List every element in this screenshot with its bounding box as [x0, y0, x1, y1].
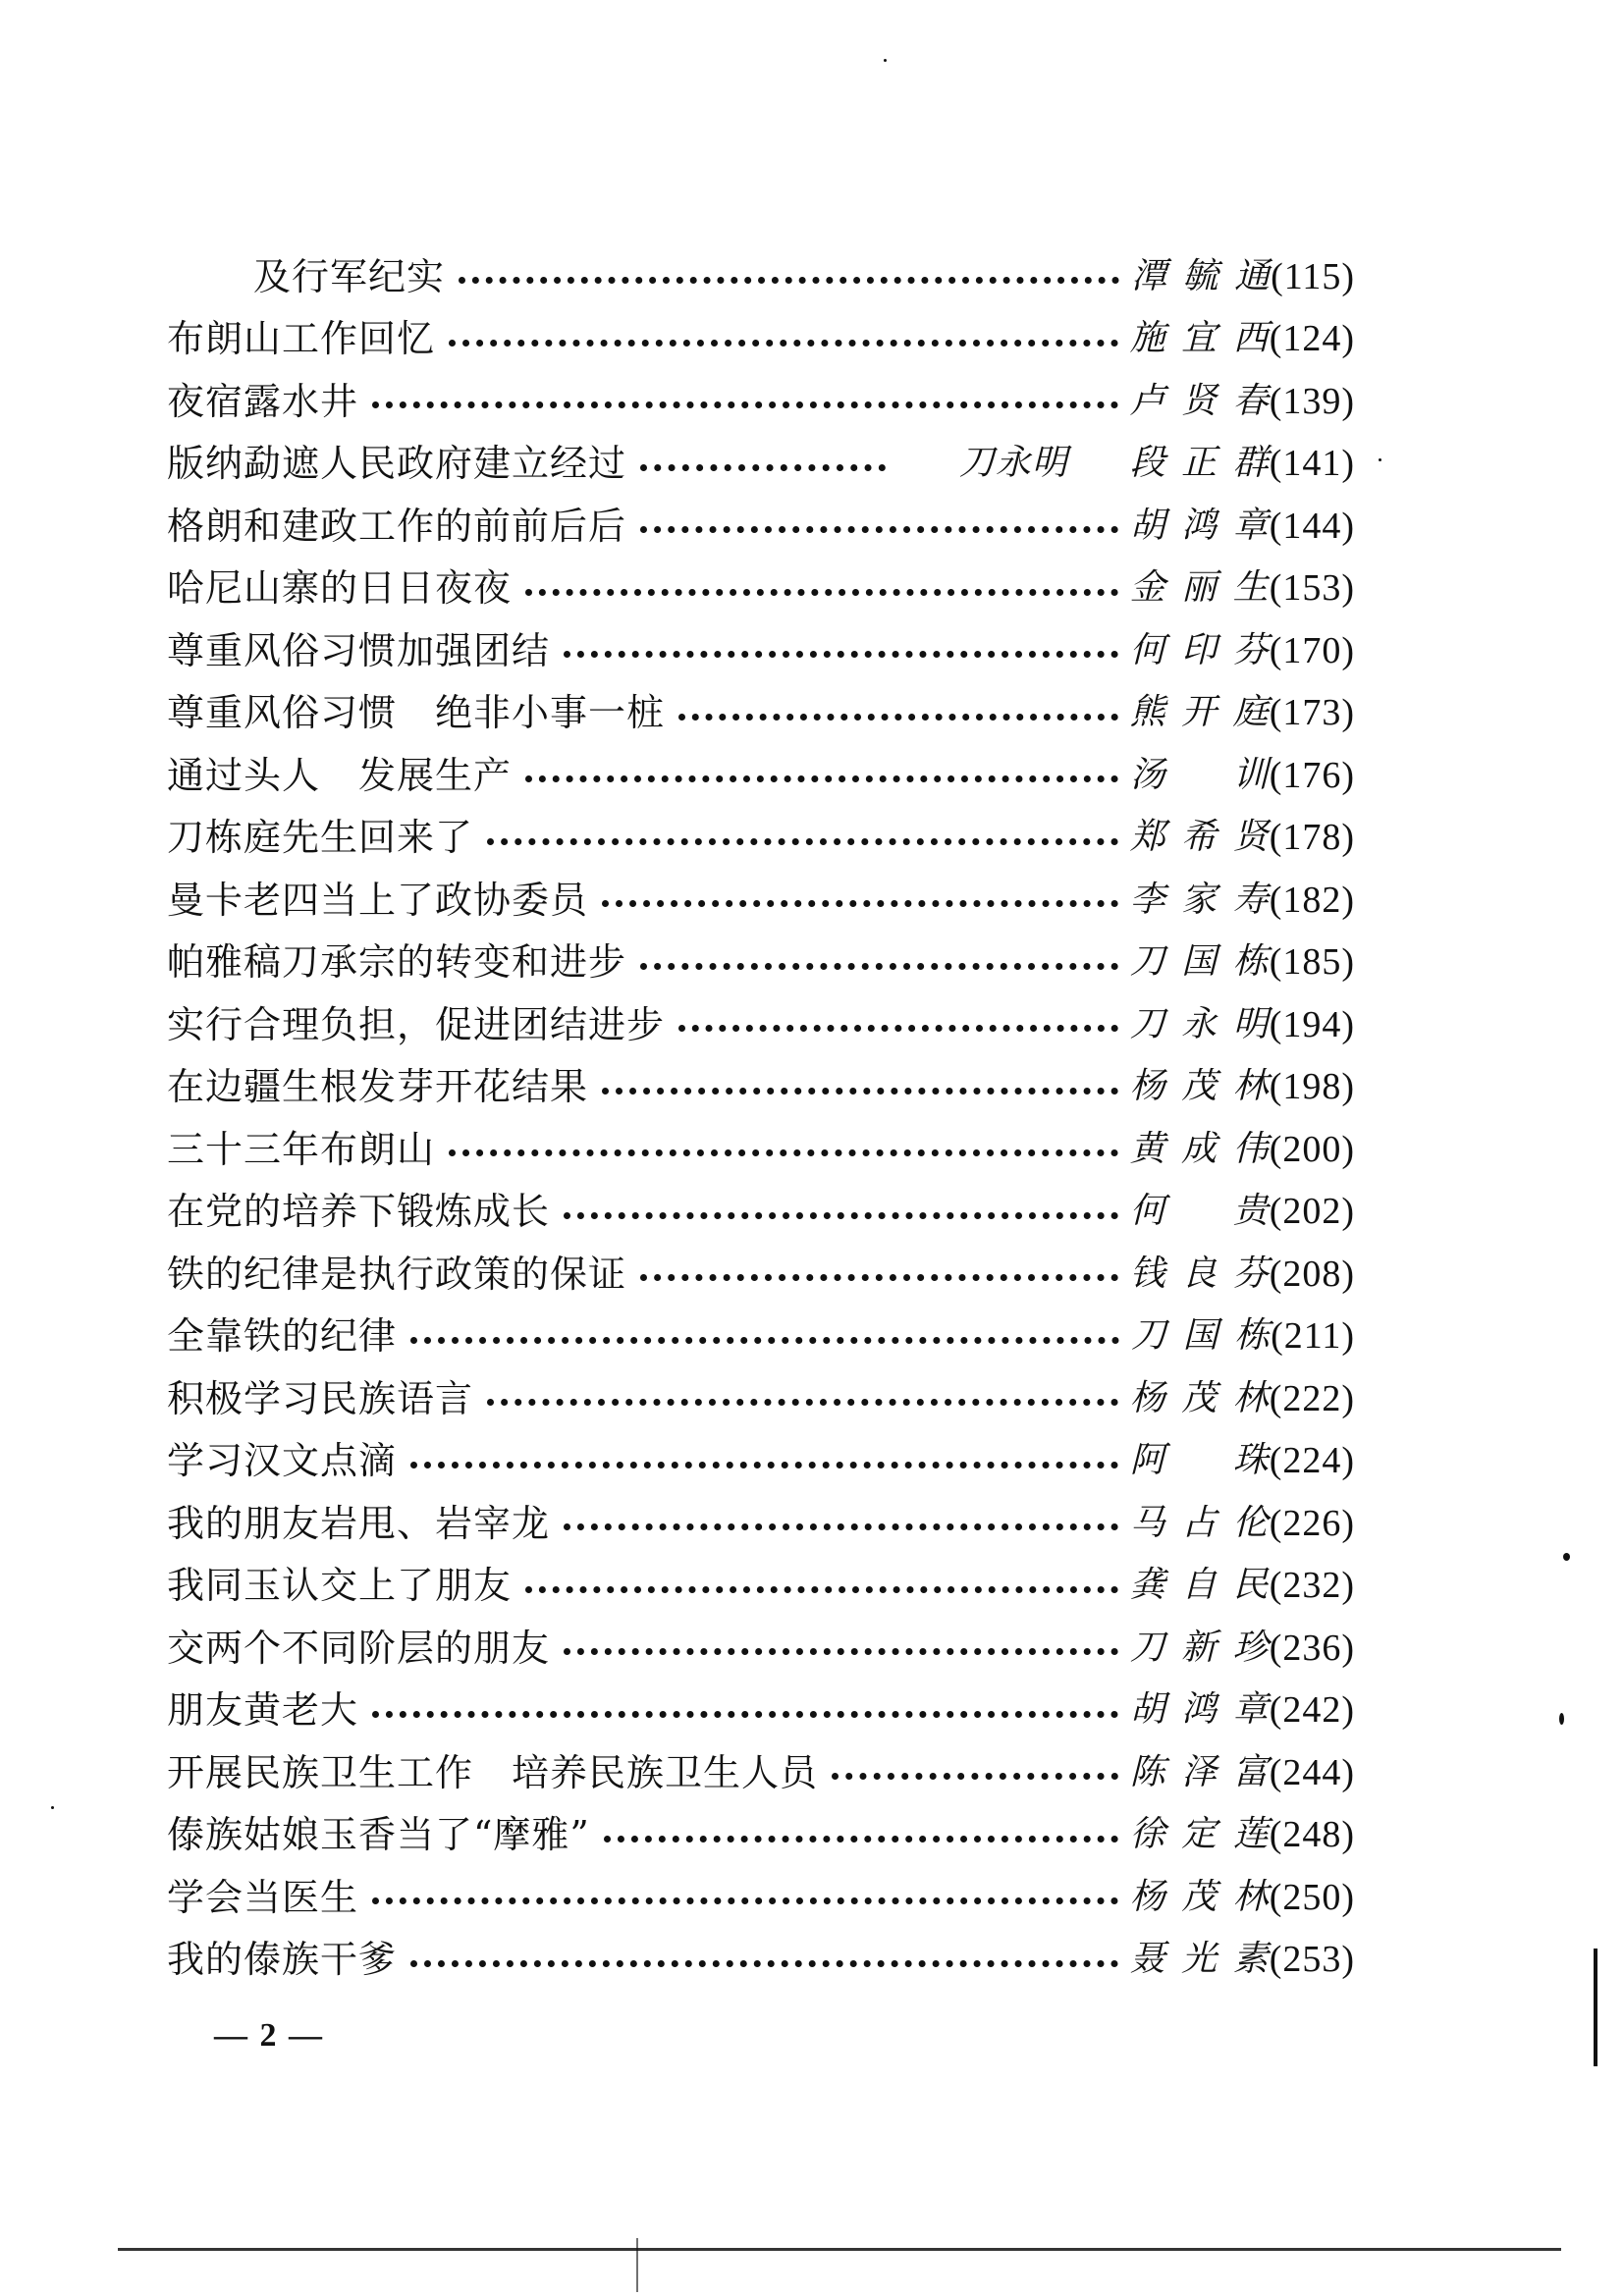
toc-entry-author: 何印芬 — [1129, 629, 1270, 670]
toc-entry-title: 在党的培养下锻炼成长 — [167, 1190, 551, 1234]
toc-entry-title: 开展民族卫生工作 培养民族卫生人员 — [167, 1750, 819, 1794]
toc-entry-author: 金丽生 — [1129, 567, 1270, 609]
dot-leader — [459, 277, 1119, 284]
toc-entry-author: 李家寿 — [1129, 879, 1270, 920]
toc-entry-title: 帕雅稿刀承宗的转变和进步 — [167, 940, 627, 985]
toc-entry — [167, 1243, 1355, 1306]
toc-entry-author: 徐定莲 — [1129, 1814, 1270, 1855]
toc-entry-page: (194) — [1269, 1003, 1355, 1045]
dot-leader — [640, 1274, 1118, 1281]
toc-entry-page: (208) — [1269, 1253, 1355, 1295]
toc-entry-author: 汤 训 — [1129, 754, 1270, 795]
toc-entry-page: (224) — [1269, 1440, 1355, 1482]
scan-speck — [1559, 1713, 1564, 1725]
toc-entry-title: 朋友黄老大 — [167, 1688, 359, 1733]
toc-entry-page: (115) — [1271, 255, 1355, 297]
toc-entry-title: 尊重风俗习惯加强团结 — [167, 628, 551, 672]
toc-entry-title: 积极学习民族语言 — [167, 1376, 474, 1420]
toc-entry — [167, 1430, 1355, 1493]
dot-leader — [372, 1897, 1118, 1904]
dot-leader — [410, 1960, 1118, 1967]
dot-leader — [564, 651, 1118, 658]
toc-entry-title: 实行合理负担，促进团结进步 — [167, 1002, 666, 1046]
toc-entry — [167, 932, 1355, 994]
toc-entry-title: 布朗山工作回忆 — [167, 317, 436, 361]
dot-leader — [487, 1399, 1118, 1406]
page-number: — 2 — — [214, 2017, 324, 2054]
toc-entry — [167, 1741, 1355, 1804]
toc-entry-title: 学会当医生 — [167, 1875, 359, 1919]
toc-entry-title: 交两个不同阶层的朋友 — [167, 1626, 551, 1670]
toc-entry-page: (242) — [1269, 1689, 1355, 1732]
dot-leader — [640, 464, 886, 471]
scan-speck — [1379, 458, 1381, 461]
toc-entry-page: (211) — [1271, 1315, 1355, 1358]
dot-leader — [564, 1212, 1118, 1219]
toc-entry-author: 胡鸿章 — [1129, 505, 1270, 546]
toc-entry-page: (178) — [1269, 817, 1355, 859]
toc-entry-author: 杨茂林 — [1129, 1876, 1270, 1917]
toc-entry-author: 刀永明 — [1129, 1003, 1270, 1044]
toc-entry-title: 我的朋友岩甩、岩宰龙 — [167, 1501, 551, 1545]
toc-entry-page: (200) — [1269, 1128, 1355, 1170]
toc-entry-author: 黄成伟 — [1129, 1128, 1270, 1169]
dot-leader — [449, 1149, 1118, 1156]
toc-entry-page: (139) — [1269, 380, 1355, 422]
scan-speck — [884, 59, 887, 62]
scan-speck — [51, 1806, 54, 1809]
toc-entry — [167, 1680, 1355, 1742]
toc-entry-page: (222) — [1269, 1377, 1355, 1419]
toc-entry — [167, 495, 1355, 558]
toc-entry-author: 施宜西 — [1129, 318, 1270, 359]
toc-entry-page: (198) — [1269, 1066, 1355, 1108]
toc-entry — [167, 993, 1355, 1056]
dot-leader — [678, 714, 1118, 721]
dot-leader — [564, 1523, 1118, 1530]
toc-entry-title: 三十三年布朗山 — [167, 1127, 436, 1171]
dot-leader — [410, 1462, 1118, 1468]
toc-entry-author: 陈泽富 — [1129, 1751, 1270, 1792]
toc-entry-title: 格朗和建政工作的前前后后 — [167, 504, 627, 548]
scan-speck — [1563, 1553, 1570, 1561]
toc-entry-author: 潭毓通 — [1131, 255, 1272, 296]
toc-entry-title: 在边疆生根发芽开花结果 — [167, 1065, 589, 1109]
toc-entry — [167, 682, 1355, 745]
toc-entry-page: (176) — [1269, 754, 1355, 796]
toc-entry-page: (182) — [1269, 879, 1355, 921]
toc-entry-author: 段正群 — [1129, 443, 1270, 484]
toc-entry-title: 版纳勐遮人民政府建立经过 — [167, 442, 627, 486]
toc-entry — [167, 1306, 1355, 1368]
toc-entry-author: 杨茂林 — [1129, 1377, 1270, 1418]
scan-artifact-bottom-edge — [118, 2248, 1561, 2251]
dot-leader — [602, 900, 1118, 907]
toc-entry-page: (250) — [1269, 1876, 1355, 1918]
toc-entry — [167, 558, 1355, 620]
dot-leader — [525, 1586, 1118, 1593]
toc-entry — [167, 1866, 1355, 1929]
toc-entry-author: 卢贤春 — [1129, 380, 1270, 421]
toc-entry-page: (248) — [1269, 1814, 1355, 1856]
table-of-contents — [167, 245, 1355, 1991]
toc-entry-page: (226) — [1269, 1502, 1355, 1544]
toc-entry — [167, 308, 1355, 371]
toc-entry-title: 夜宿露水井 — [167, 379, 359, 423]
toc-entry-page: (253) — [1269, 1939, 1355, 1981]
toc-entry-author: 胡鸿章 — [1129, 1689, 1270, 1731]
dot-leader — [449, 340, 1118, 347]
toc-entry-page: (232) — [1269, 1565, 1355, 1607]
toc-entry-title: 傣族姑娘玉香当了“摩雅” — [167, 1813, 590, 1857]
toc-entry-author: 马占伦 — [1129, 1502, 1270, 1543]
toc-entry-author: 何 贵 — [1129, 1191, 1270, 1232]
dot-leader — [564, 1648, 1118, 1655]
dot-leader — [678, 1025, 1118, 1032]
toc-entry-title: 铁的纪律是执行政策的保证 — [167, 1252, 627, 1296]
toc-entry-title: 曼卡老四当上了政协委员 — [167, 878, 589, 922]
toc-entry-author: 聂光素 — [1129, 1939, 1270, 1980]
toc-entry-author: 郑希贤 — [1129, 817, 1270, 858]
toc-entry-author: 龚自民 — [1129, 1565, 1270, 1606]
toc-entry-author: 刀国栋 — [1131, 1315, 1272, 1357]
toc-entry-author: 阿 珠 — [1129, 1440, 1270, 1481]
toc-entry-page: (170) — [1269, 629, 1355, 671]
toc-entry — [167, 1181, 1355, 1244]
toc-entry-author: 杨茂林 — [1129, 1066, 1270, 1107]
toc-entry — [167, 869, 1355, 932]
dot-leader — [832, 1773, 1118, 1780]
toc-entry — [167, 1118, 1355, 1181]
dot-leader — [640, 526, 1118, 533]
toc-entry-title: 尊重风俗习惯 绝非小事一桩 — [167, 691, 666, 735]
toc-entry — [167, 1492, 1355, 1555]
toc-entry — [167, 1929, 1355, 1992]
toc-entry-coauthor: 刀永明 — [958, 443, 1068, 484]
dot-leader — [525, 589, 1118, 596]
toc-entry — [167, 1367, 1355, 1430]
toc-entry — [167, 370, 1355, 433]
toc-entry-title: 我的傣族干爹 — [167, 1938, 398, 1982]
toc-entry-title: 通过头人 发展生产 — [167, 753, 513, 797]
toc-entry-title: 刀栋庭先生回来了 — [167, 816, 474, 860]
toc-entry — [167, 619, 1355, 682]
dot-leader — [640, 963, 1118, 970]
toc-entry-page: (144) — [1269, 505, 1355, 547]
toc-entry-title: 我同玉认交上了朋友 — [167, 1564, 513, 1608]
toc-entry-author: 钱良芬 — [1129, 1253, 1270, 1294]
toc-entry-page: (141) — [1269, 443, 1355, 485]
dot-leader — [602, 1088, 1118, 1095]
toc-entry-page: (124) — [1269, 318, 1355, 360]
toc-entry-page: (236) — [1269, 1627, 1355, 1669]
toc-entry — [167, 744, 1355, 807]
toc-entry-page: (244) — [1269, 1751, 1355, 1793]
toc-entry-page: (185) — [1269, 941, 1355, 984]
toc-entry-title: 全靠铁的纪律 — [167, 1314, 398, 1359]
toc-entry — [167, 1555, 1355, 1618]
toc-entry-page: (202) — [1269, 1191, 1355, 1233]
toc-entry — [167, 245, 1355, 308]
dot-leader — [410, 1337, 1119, 1344]
toc-entry-author: 熊开庭 — [1129, 692, 1270, 733]
scan-artifact-tick — [636, 2238, 638, 2292]
toc-entry-author: 刀国栋 — [1129, 941, 1270, 983]
toc-entry-title: 学习汉文点滴 — [167, 1439, 398, 1483]
dot-leader — [372, 401, 1118, 408]
dot-leader — [487, 838, 1118, 845]
toc-entry — [167, 1804, 1355, 1867]
toc-entry-title: 及行军纪实 — [253, 254, 446, 298]
dot-leader — [372, 1711, 1118, 1718]
toc-entry — [167, 433, 1355, 496]
toc-entry-page: (173) — [1269, 692, 1355, 734]
toc-entry — [167, 1056, 1355, 1119]
dot-leader — [525, 775, 1118, 782]
toc-entry — [167, 1617, 1355, 1680]
toc-entry — [167, 807, 1355, 870]
toc-entry-title: 哈尼山寨的日日夜夜 — [167, 566, 513, 611]
toc-entry-author: 刀新珍 — [1129, 1627, 1270, 1668]
dot-leader — [604, 1836, 1118, 1842]
toc-entry-page: (153) — [1269, 567, 1355, 610]
scan-artifact-line — [1594, 1949, 1597, 2066]
